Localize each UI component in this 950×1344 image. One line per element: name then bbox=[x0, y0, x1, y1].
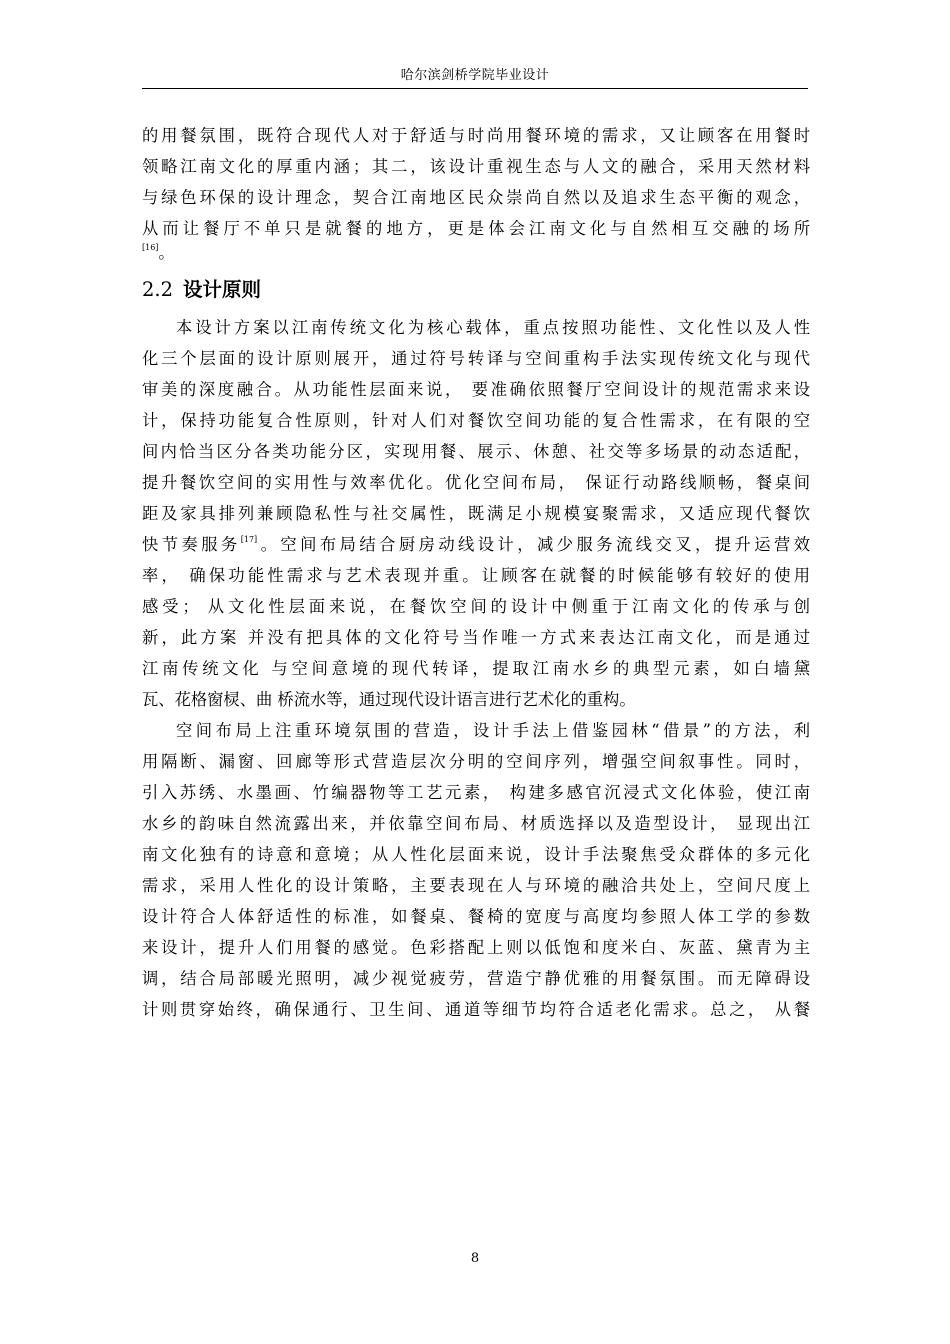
citation-ref: [16] bbox=[142, 243, 159, 252]
text-line: 审美的深度融合。从功能性层面来说， 要准确依照餐厅空间设计的规范需求来设 bbox=[142, 380, 810, 399]
body-text bbox=[142, 120, 810, 1025]
section-title: 设计原则 bbox=[183, 278, 262, 301]
text-fragment: 快节奏服务 bbox=[142, 535, 241, 554]
text-line: 与绿色环保的设计理念，契合江南地区民众崇尚自然以及追求生态平衡的观念， bbox=[142, 188, 810, 207]
text-line: 计则贯穿始终，确保通行、卫生间、通道等细节均符合适老化需求。总之， 从餐 bbox=[142, 1000, 810, 1019]
text-line: 的用餐氛围，既符合现代人对于舒适与时尚用餐环境的需求，又让顾客在用餐时 bbox=[142, 126, 810, 145]
text-line: 用隔断、漏窗、回廊等形式营造层次分明的空间序列，增强空间叙事性。同时， bbox=[142, 752, 810, 771]
text-line: 江南传统文化 与空间意境的现代转译，提取江南水乡的典型元素，如白墙黛 bbox=[142, 659, 810, 678]
text-line: 来设计，提升人们用餐的感觉。色彩搭配上则以低饱和度米白、灰蓝、黛青为主 bbox=[142, 938, 810, 957]
text-line: 间内恰当区分各类功能分区，实现用餐、展示、休憩、社交等多场景的动态适配， bbox=[142, 442, 810, 461]
text-line: 化三个层面的设计原则展开，通过符号转译与空间重构手法实现传统文化与现代 bbox=[142, 349, 810, 368]
running-header: 哈尔滨剑桥学院毕业设计 bbox=[400, 68, 550, 83]
text-line: 瓦、花格窗棂、曲 桥流水等，通过现代设计语言进行艺术化的重构。 bbox=[142, 690, 636, 709]
section-heading bbox=[142, 270, 810, 310]
text-line: 计，保持功能复合性原则，针对人们对餐饮空间功能的复合性需求，在有限的空 bbox=[142, 411, 810, 430]
text-line: 率， 确保功能性需求与艺术表现并重。让顾客在就餐的时候能够有较好的使用 bbox=[142, 566, 810, 585]
text-line: 空间布局上注重环境氛围的营造，设计手法上借鉴园林“借景”的方法，利 bbox=[176, 721, 810, 740]
text-line: 感受； 从文化性层面来说，在餐饮空间的设计中侧重于江南文化的传承与创 bbox=[142, 597, 810, 616]
text-line: 引入苏绣、水墨画、竹编器物等工艺元素， 构建多感官沉浸式文化体验，使江南 bbox=[142, 783, 810, 802]
header-rule bbox=[142, 88, 808, 89]
text-line: 需求，采用人性化的设计策略，主要表现在人与环境的融洽共处上，空间尺度上 bbox=[142, 876, 810, 895]
text-line: 设计符合人体舒适性的标准，如餐桌、餐椅的宽度与高度均参照人体工学的参数 bbox=[142, 907, 810, 926]
text-line: 调，结合局部暖光照明，减少视觉疲劳，营造宁静优雅的用餐氛围。而无障碍设 bbox=[142, 969, 810, 988]
text-line: 本设计方案以江南传统文化为核心载体，重点按照功能性、文化性以及人性 bbox=[176, 318, 810, 337]
text-fragment: 。 bbox=[158, 243, 175, 262]
section-number: 2.2 bbox=[142, 278, 174, 301]
text-line: 距及家具排列兼顾隐私性与社交属性，既满足小规模宴聚需求，又适应现代餐饮 bbox=[142, 504, 810, 523]
text-line: 从而让餐厅不单只是就餐的地方，更是体会江南文化与自然相互交融的场所 bbox=[142, 219, 810, 238]
text-fragment: 。空间布局结合厨房动线设计，减少服务流线交叉，提升运营效 bbox=[257, 535, 810, 554]
text-line: 水乡的韵味自然流露出来，并依靠空间布局、材质选择以及造型设计， 显现出江 bbox=[142, 814, 810, 833]
text-line: 南文化独有的诗意和意境；从人性化层面来说，设计手法聚焦受众群体的多元化 bbox=[142, 845, 810, 864]
text-line: 领略江南文化的厚重内涵；其二，该设计重视生态与人文的融合，采用天然材料 bbox=[142, 157, 810, 176]
text-line: 新，此方案 并没有把具体的文化符号当作唯一方式来表达江南文化，而是通过 bbox=[142, 628, 810, 647]
citation-ref: [17] bbox=[240, 535, 258, 544]
text-line: 提升餐饮空间的实用性与效率优化。优化空间布局， 保证行动路线顺畅，餐桌间 bbox=[142, 473, 810, 492]
page-number: 8 bbox=[470, 1251, 480, 1266]
text-line bbox=[142, 529, 810, 560]
text-line bbox=[142, 244, 810, 268]
